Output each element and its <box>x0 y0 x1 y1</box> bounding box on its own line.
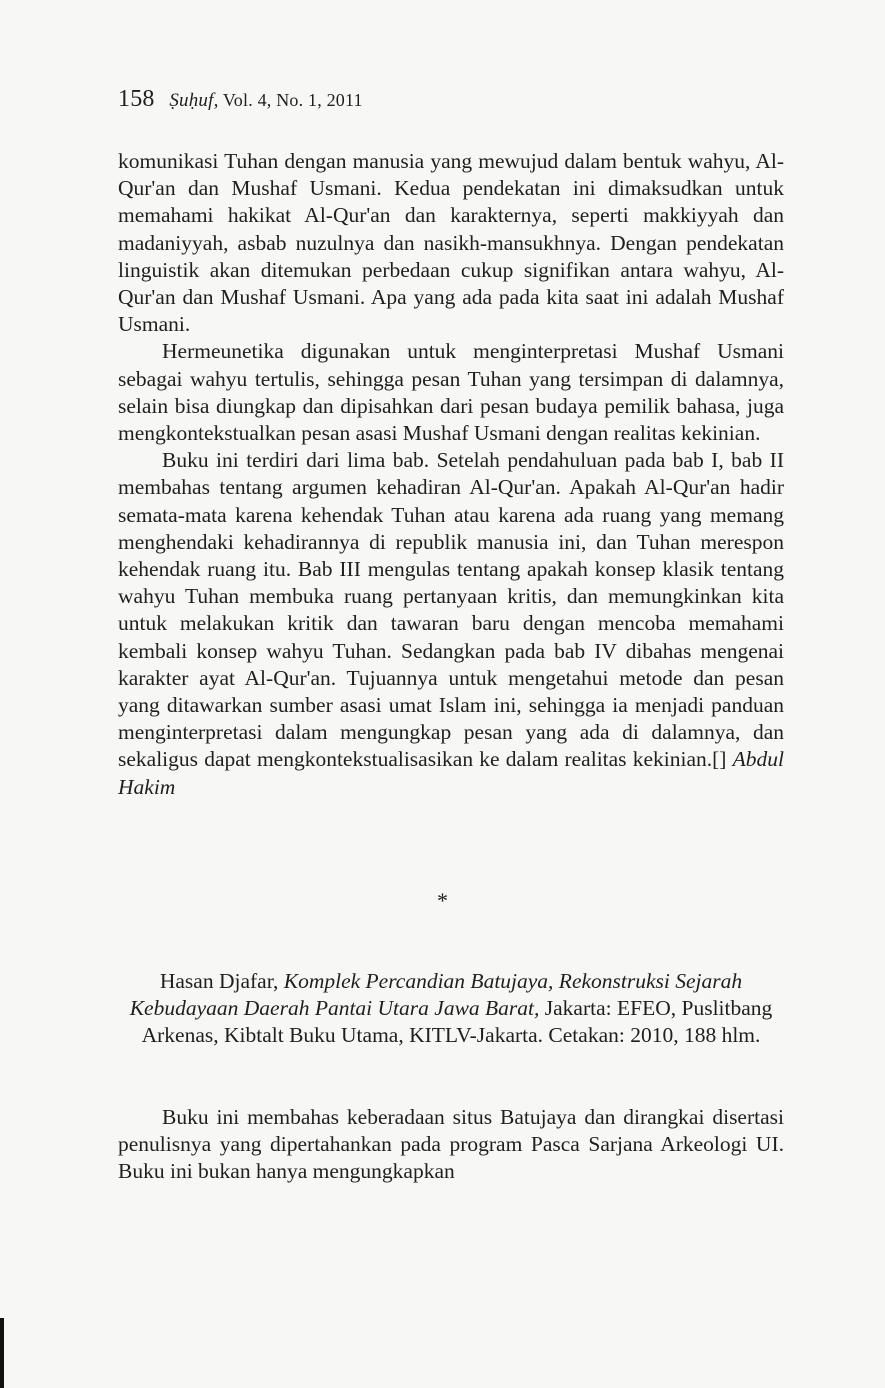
review-paragraph: Buku ini membahas keberadaan situs Batujaya dan dirangkai disertasi penulisnya yang dipertahankan pada program Pasca Sarjana Arkeologi UI. Buku ini bukan hanya mengungkapkan <box>118 1105 784 1184</box>
journal-title: Ṣuḥuf, <box>169 90 219 111</box>
paragraph-3 <box>118 447 784 801</box>
review-text <box>118 1104 784 1186</box>
page-number: 158 <box>118 86 155 112</box>
book-author: Hasan Djafar, <box>159 969 279 993</box>
reviewer-signature: Abdul Hakim <box>118 747 785 799</box>
scan-edge-mark <box>0 1318 4 1388</box>
book-citation <box>118 968 784 1050</box>
article-text <box>118 148 784 801</box>
paragraph-3-text: Buku ini terdiri dari lima bab. Setelah pendahuluan pada bab I, bab II membahas tentang argumen kehadiran Al-Qur'an. Apakah Al-Qur'an hadir semata-mata karena kehendak Tuhan atau karena ada ruang yang memang menghendaki kehadirannya di republik manusia ini, dan Tuhan merespon kehendak ruang itu. Bab III mengulas tentang apakah konsep klasik tentang wahyu Tuhan membuka ruang pertanyaan kritis, dan memungkinkan kita untuk melakukan kritik dan tawaran baru dengan mencoba memahami kembali konsep wahyu Tuhan. Sedangkan pada bab IV dibahas mengenai karakter ayat Al-Qur'an. Tujuannya untuk mengetahui metode dan pesan yang ditawarkan sumber asasi umat Islam ini, sehingga ia menjadi panduan menginterpretasi dalam mengungkap pesan yang ada di dalamnya, dan sekaligus dapat mengkontekstualisasikan ke dalam realitas kekinian.[] <box>118 448 784 772</box>
section-divider: * <box>437 888 448 913</box>
book-title: Komplek Percandian Batujaya, Rekonstruksi Sejarah Kebudayaan Daerah Pantai Utara Jawa Barat, <box>129 969 743 1021</box>
book-publisher: Jakarta: EFEO, Puslitbang Arkenas, Kibtalt Buku Utama, KITLV-Jakarta. Cetakan: 2010, 188 hlm. <box>141 996 773 1048</box>
running-header <box>118 86 363 113</box>
paragraph-1: komunikasi Tuhan dengan manusia yang mewujud dalam bentuk wahyu, Al-Qur'an dan Mushaf Usmani. Kedua pendekatan ini dimaksudkan untuk memahami hakikat Al-Qur'an dan karakternya, seperti makkiyyah dan madaniyyah, asbab nuzulnya dan nasikh-mansukhnya. Dengan pendekatan linguistik akan ditemukan perbedaan cukup signifikan antara wahyu, Al-Qur'an dan Mushaf Usmani. Apa yang ada pada kita saat ini adalah Mushaf Usmani. <box>118 149 784 337</box>
paragraph-2: Hermeunetika digunakan untuk menginterpretasi Mushaf Usmani sebagai wahyu tertulis, sehingga pesan Tuhan yang tersimpan di dalamnya, selain bisa diungkap dan dipisahkan dari pesan budaya pemilik bahasa, juga mengkontekstualkan pesan asasi Mushaf Usmani dengan realitas kekinian. <box>118 339 784 446</box>
volume-info: Vol. 4, No. 1, 2011 <box>222 90 363 110</box>
